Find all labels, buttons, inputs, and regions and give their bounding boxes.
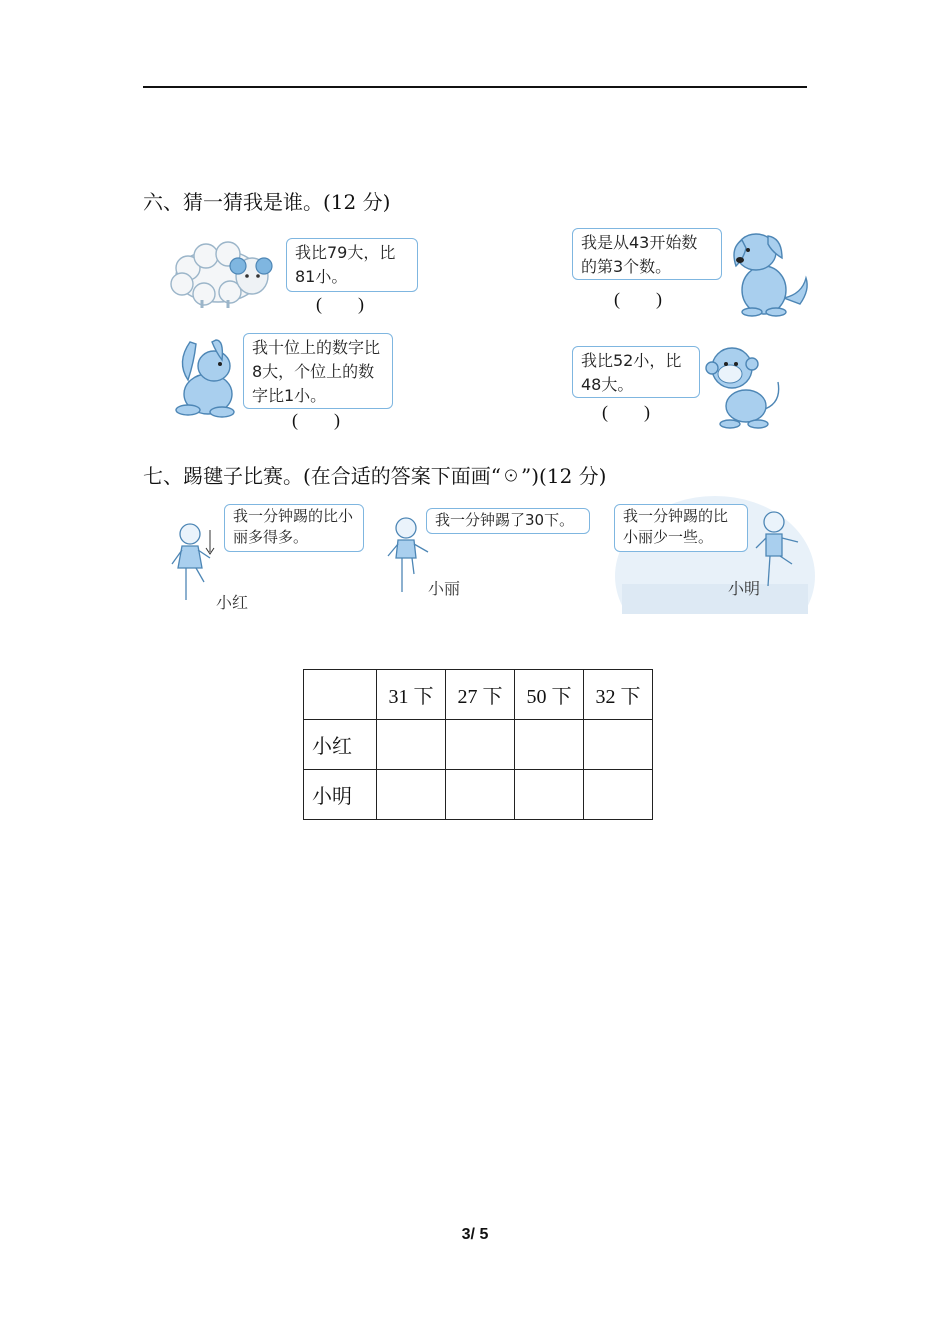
monkey-answer-blank[interactable]: ( ) (602, 402, 650, 422)
answer-cell[interactable] (584, 770, 653, 820)
monkey-speech-bubble: 我比52小，比48大。 (572, 346, 700, 398)
table-row (304, 770, 653, 820)
answer-cell[interactable] (446, 720, 515, 770)
row-label-xiaoming: 小明 (304, 770, 377, 820)
girl-xiaoli-illustration (384, 514, 432, 600)
xiaohong-name: 小红 (216, 593, 249, 612)
sheep-illustration (168, 238, 280, 310)
answer-table (303, 669, 653, 820)
xiaoli-name: 小丽 (428, 579, 461, 598)
answer-cell[interactable] (515, 720, 584, 770)
xiaoming-speech-bubble: 我一分钟踢的比小丽少一些。 (614, 504, 748, 552)
table-header-cell: 50 下 (515, 670, 584, 720)
answer-cell[interactable] (584, 720, 653, 770)
girl-xiaohong-illustration (168, 520, 220, 608)
table-header-cell: 32 下 (584, 670, 653, 720)
sheep-speech-bubble: 我比79大，比81小。 (286, 238, 418, 292)
dog-illustration (728, 226, 812, 318)
table-header-cell: 27 下 (446, 670, 515, 720)
xiaohong-speech-bubble: 我一分钟踢的比小丽多得多。 (224, 504, 364, 552)
dog-answer-blank[interactable]: ( ) (614, 289, 662, 309)
rabbit-answer-blank[interactable]: ( ) (292, 410, 340, 430)
table-header-cell: 31 下 (377, 670, 446, 720)
table-header-row (304, 670, 653, 720)
sheep-answer-blank[interactable]: ( ) (316, 294, 364, 314)
dog-speech-bubble: 我是从43开始数的第3个数。 (572, 228, 722, 280)
answer-cell[interactable] (515, 770, 584, 820)
header-rule (143, 86, 807, 88)
answer-cell[interactable] (377, 770, 446, 820)
section6-heading: 六、猜一猜我是谁。(12 分) (143, 190, 391, 214)
section7-heading: 七、踢毽子比赛。(在合适的答案下面画“☉”)(12 分) (143, 464, 607, 488)
table-row (304, 720, 653, 770)
table-header-cell (304, 670, 377, 720)
answer-cell[interactable] (377, 720, 446, 770)
page-number: 3/ 5 (461, 1226, 489, 1243)
rabbit-illustration (172, 336, 242, 418)
xiaoli-speech-bubble: 我一分钟踢了30下。 (426, 508, 590, 534)
monkey-illustration (702, 340, 784, 430)
answer-cell[interactable] (446, 770, 515, 820)
row-label-xiaohong: 小红 (304, 720, 377, 770)
rabbit-speech-bubble: 我十位上的数字比8大，个位上的数字比1小。 (243, 333, 393, 409)
xiaoming-name: 小明 (728, 579, 761, 598)
